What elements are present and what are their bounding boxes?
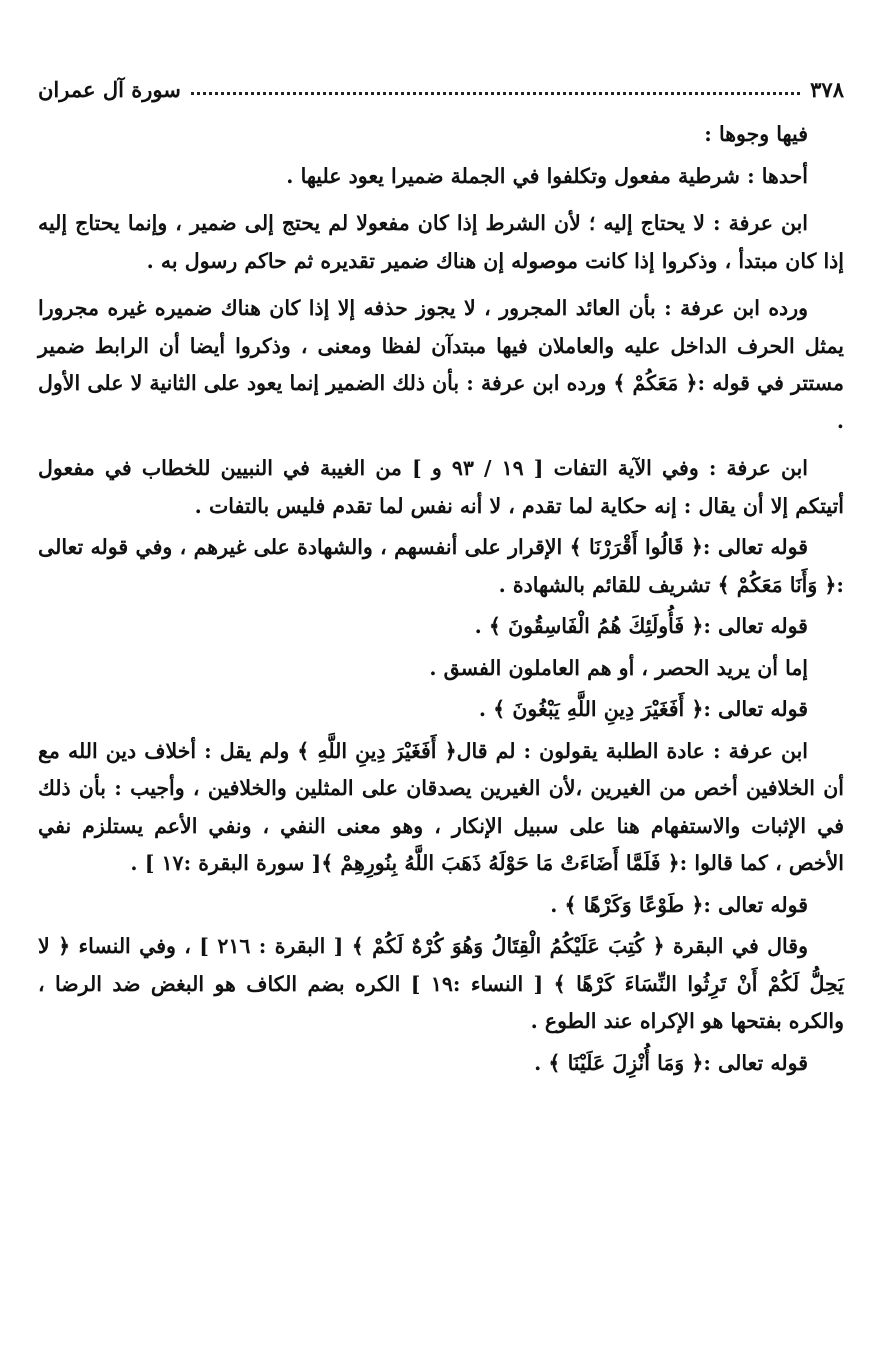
- dotted-leader: [191, 92, 800, 95]
- paragraph-13: قوله تعالى :﴿ وَمَا أُنْزِلَ عَلَيْنَا ﴾ .: [534, 1050, 808, 1075]
- running-header: [38, 74, 844, 104]
- surah-title: سورة آل عمران: [38, 76, 181, 102]
- paragraph-3: ابن عرفة : لا يحتاج إليه ؛ لأن الشرط إذا كان مفعولا لم يحتج إلى ضمير ، وإنما يحتاج إليه إذا كان مبتدأ ، وذكروا إذا كانت موصوله إن هناك ضمير تقديره ثم حاكم رسول به .: [38, 211, 844, 273]
- paragraph-7: قوله تعالى :﴿ فَأُولَئِكَ هُمُ الْفَاسِقُونَ ﴾ .: [474, 614, 808, 638]
- paragraph-1: فيها وجوها :: [704, 122, 808, 146]
- paragraph-8: إما أن يريد الحصر ، أو هم العاملون الفسق .: [429, 655, 808, 680]
- book-page: [38, 74, 844, 1354]
- page-number: ٣٧٨: [810, 76, 844, 102]
- paragraph-9: قوله تعالى :﴿ أَفَغَيْرَ دِينِ اللَّهِ يَبْغُونَ ﴾ .: [478, 697, 808, 721]
- paragraph-2: أحدها : شرطية مفعول وتكلفوا في الجملة ضميرا يعود عليها .: [286, 163, 808, 188]
- paragraph-6: قوله تعالى :﴿ قَالُوا أَقْرَرْنَا ﴾ الإقرار على أنفسهم ، والشهادة على غيرهم ، وفي قوله تعالى :﴿ وَأَنَا مَعَكُمْ ﴾ تشريف للقائم بالشهادة .: [38, 535, 844, 597]
- paragraph-10: ابن عرفة : عادة الطلبة يقولون : لم قال﴿ أَفَغَيْرَ دِينِ اللَّهِ ﴾ ولم يقل : أخلاف دين الله مع أن الخلافين أخص من الغيرين ،لأن الغيرين يصدقان على المثلين والخلافين ، وأجيب : بأن ذلك في الإثبات والاستفهام هنا على سبيل الإنكار ، وهو معنى النفي ، ونفي الأعم يستلزم نفي الأخص ، كما قالوا :﴿ فَلَمَّا أَضَاءَتْ مَا حَوْلَهُ ذَهَبَ اللَّهُ بِنُورِهِمْ ﴾[ سورة البقرة :١٧ ] .: [38, 738, 844, 875]
- paragraph-12: وقال في البقرة ﴿ كُتِبَ عَلَيْكُمُ الْقِتَالُ وَهُوَ كُرْهٌ لَكُمْ ﴾ [ البقرة : ٢١٦ ] ، وفي النساء ﴿ لا يَحِلُّ لَكُمْ أَنْ تَرِثُوا النِّسَاءَ كَرْهًا ﴾ [ النساء :١٩ ] الكره بضم الكاف هو البغض ضد الرضا ، والكره بفتحها هو الإكراه عند الطوع .: [38, 934, 844, 1033]
- paragraph-4: ورده ابن عرفة : بأن العائد المجرور ، لا يجوز حذفه إلا إذا كان هناك ضميره غيره مجرورا يمثل الحرف الداخل عليه والعاملان فيها مبتدآن لفظا ومعنى ، وذكروا أيضا أن الرابط ضمير مستتر في قوله :﴿ مَعَكُمْ ﴾ ورده ابن عرفة : بأن ذلك الضمير إنما يعود على الثانية لا على الأول .: [38, 296, 844, 433]
- page-body: [38, 116, 844, 1082]
- paragraph-11: قوله تعالى :﴿ طَوْعًا وَكَرْهًا ﴾ .: [550, 892, 808, 917]
- paragraph-5: ابن عرفة : وفي الآية التفات [ ١٩ / ٩٣ و ] من الغيبة في النبيين للخطاب في مفعول أتيتكم إلا أن يقال : إنه حكاية لما تقدم ، لا أنه نفس لما تقدم فليس بالتفات .: [38, 456, 844, 518]
